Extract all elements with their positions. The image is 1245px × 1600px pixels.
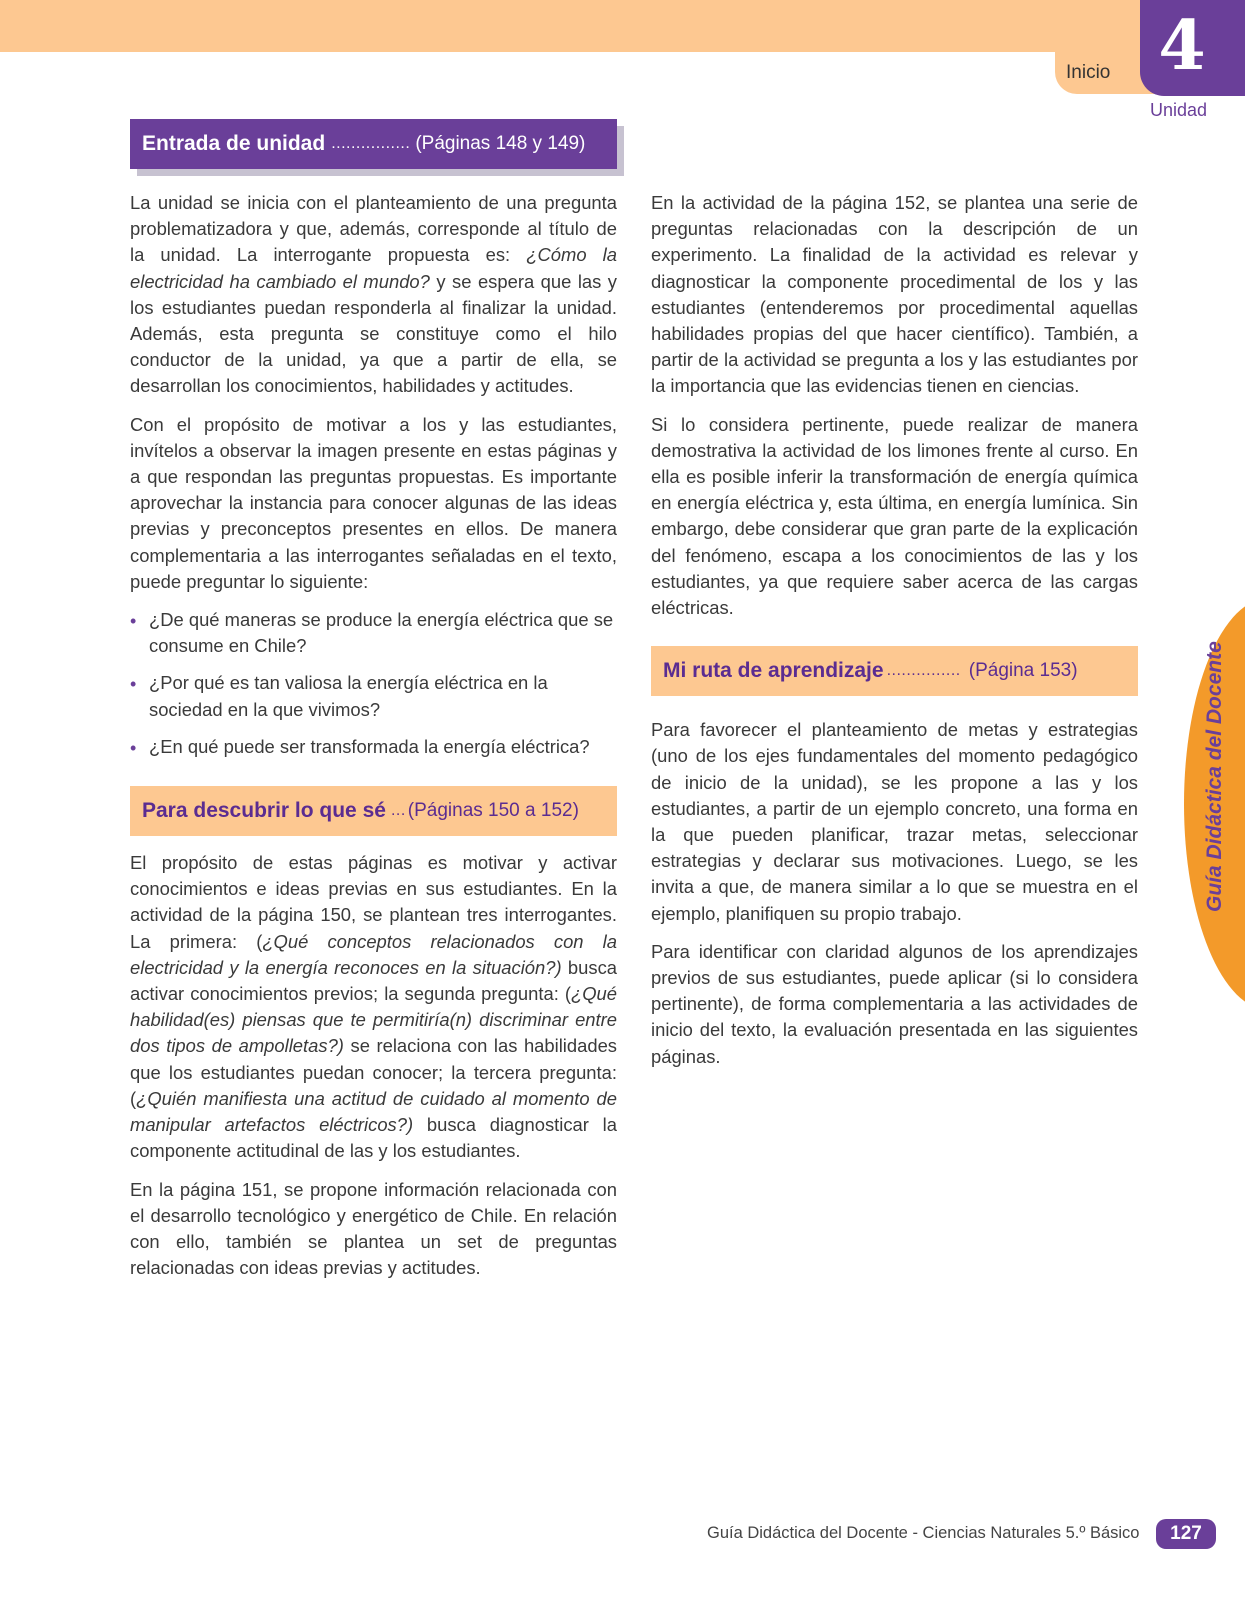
italic-question: ¿Qué habilidad(es) piensas que te permitiría(n) discriminar entre dos tipos de ampolletas?) <box>130 983 617 1057</box>
entrada-title: Entrada de unidad <box>142 132 326 155</box>
ruta-title: Mi ruta de aprendizaje <box>663 659 884 682</box>
text-run: se relaciona con las habilidades que los estudiantes puedan conocer; la tercera pregunta: ( <box>130 1035 618 1109</box>
ruta-pages: (Página 153) <box>968 660 1078 681</box>
text-run: busca diagnosticar la componente actitudinal de las y los estudiantes. <box>130 1114 617 1162</box>
section-label: Inicio <box>1066 62 1111 83</box>
descubrir-paragraph-3: En la actividad de la página 152, se plantea una serie de preguntas relacionadas con la descripción de un experimento. La finalidad de la actividad es relevar y diagnosticar la componente procedimental de los y las estudiantes (entenderemos por procedimental aquellas habilidades propias del que hacer científico). También, a partir de la actividad se pregunta a los y las estudiantes por la importancia que las evidencias tienen en ciencias. <box>651 192 1138 397</box>
descubrir-header <box>130 786 617 836</box>
unit-number: 4 <box>1158 6 1206 86</box>
italic-question: ¿Qué conceptos relacionados con la electricidad y la energía reconoces en la situación?) <box>130 930 617 978</box>
italic-question: ¿Quién manifiesta una actitud de cuidado al momento de manipular artefactos eléctricos?) <box>130 1087 617 1136</box>
entrada-dots: ................ <box>331 135 411 152</box>
descubrir-title: Para descubrir lo que sé <box>142 799 386 822</box>
italic-question: ¿Cómo la electricidad ha cambiado el mundo? <box>130 244 617 292</box>
descubrir-paragraph-1 <box>130 850 617 1164</box>
text-run: El propósito de estas páginas es motivar y activar conocimientos e ideas previas en sus estudiantes. En la actividad de la página 150, se plantean tres interrogantes. La primera: ( <box>130 852 617 952</box>
text-run: busca activar conocimientos previos; la segunda pregunta: ( <box>130 956 617 1005</box>
ruta-paragraph-1: Para favorecer el planteamiento de metas y estrategias (uno de los ejes fundamentales del momento pedagógico de inicio de la unidad), se les propone a las y los estudiantes, a partir de un ejemplo concreto, una forma en la que pueden planificar, trazar metas, seleccionar estrategias y declarar sus motivaciones. Luego, se les invita a que, de manera similar a lo que se muestra en el ejemplo, planifiquen su propio trabajo. <box>651 719 1138 924</box>
bullet-icon: • <box>130 674 137 695</box>
bullet-icon: • <box>130 737 137 758</box>
descubrir-paragraph-4: Si lo considera pertinente, puede realizar de manera demostrativa la actividad de los limones frente al curso. En ella es posible inferir la transformación de energía química en energía eléctrica y, esta última, en energía lumínica. Sin embargo, debe considerar que gran parte de la explicación del fenómeno, escapa a los conocimientos de las y los estudiantes, ya que requiere saber acerca de las cargas eléctricas. <box>651 413 1138 619</box>
question-list <box>130 607 617 760</box>
footer-text: Guía Didáctica del Docente - Ciencias Naturales 5.º Básico <box>707 1524 1140 1542</box>
left-column <box>130 190 617 1293</box>
top-band <box>0 0 1245 52</box>
side-tab-text: Guía Didáctica del Docente <box>1203 641 1226 912</box>
ruta-paragraph-2: Para identificar con claridad algunos de los aprendizajes previos de sus estudiantes, puede aplicar (si lo considera pertinente), de forma complementaria a las actividades de inicio del texto, la evaluación presentada en las siguientes páginas. <box>651 940 1138 1067</box>
list-item-text: ¿De qué maneras se produce la energía eléctrica que se consume en Chile? <box>149 609 614 657</box>
entrada-pages: (Páginas 148 y 149) <box>415 133 586 154</box>
ruta-dots: ............... <box>886 662 961 679</box>
list-item <box>130 734 617 760</box>
descubrir-dots: ... <box>390 802 406 819</box>
list-item <box>130 670 617 722</box>
bullet-icon: • <box>130 611 137 632</box>
entrada-paragraph-2: Con el propósito de motivar a los y las estudiantes, invítelos a observar la imagen presente en estas páginas y a que respondan las preguntas propuestas. Es importante aprovechar la instancia para conocer algunas de las ideas previas y preconceptos presentes en ellos. De manera complementaria a las interrogantes señaladas en el texto, puede preguntar lo siguiente: <box>130 413 617 592</box>
descubrir-paragraph-2: En la página 151, se propone información relacionada con el desarrollo tecnológico y energético de Chile. En relación con ello, también se plantea un set de preguntas relacionadas con ideas previas y actitudes. <box>130 1178 617 1279</box>
right-column <box>651 190 1138 1082</box>
text-run: La unidad se inicia con el planteamiento de una pregunta problematizadora y que, además, corresponde al título de la unidad. La interrogante propuesta es: <box>130 192 617 266</box>
descubrir-pages: (Páginas 150 a 152) <box>407 800 579 821</box>
list-item-text: ¿Por qué es tan valiosa la energía eléctrica en la sociedad en la que vivimos? <box>149 672 548 720</box>
unit-label: Unidad <box>1150 100 1208 120</box>
entrada-paragraph-1 <box>130 190 617 400</box>
entrada-header <box>130 119 617 169</box>
list-item <box>130 607 617 659</box>
list-item-text: ¿En qué puede ser transformada la energía eléctrica? <box>149 735 590 757</box>
page-number-badge: 127 <box>1156 1519 1216 1549</box>
ruta-header <box>651 646 1138 696</box>
text-run: y se espera que las y los estudiantes puedan responderla al finalizar la unidad. Además, esta pregunta se constituye como el hilo conductor de la unidad, ya que a partir de ella, se desarrollan los conocimientos, habilidades y actitudes. <box>130 270 617 397</box>
